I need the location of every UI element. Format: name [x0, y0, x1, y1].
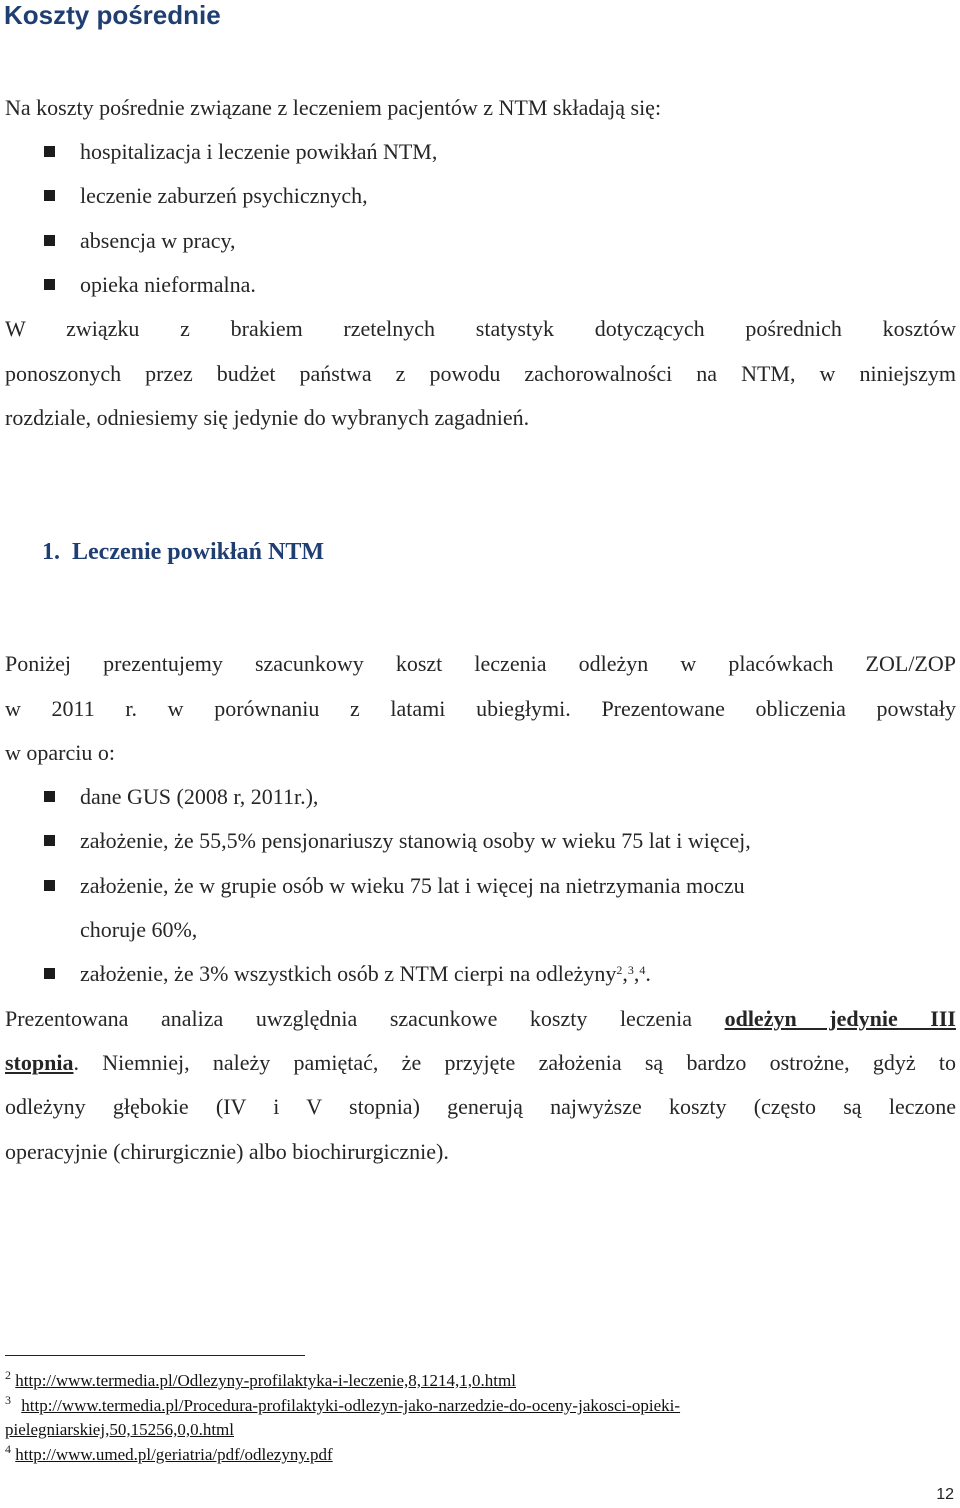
- paragraph-line: w oparciu o:: [5, 740, 115, 765]
- separator: ,: [622, 961, 628, 986]
- footnote-ref[interactable]: 2: [616, 963, 623, 977]
- footnote-number: 4: [5, 1442, 11, 1456]
- list-item-text: założenie, że 3% wszystkich osób z NTM cierpi na odleżyny: [80, 961, 617, 986]
- list-item: założenie, że 55,5% pensjonariuszy stanowią osoby w wieku 75 lat i więcej,: [80, 828, 751, 853]
- page-title: Koszty pośrednie: [4, 0, 221, 30]
- bullet-marker: [44, 835, 55, 846]
- paragraph-line: ponoszonych przez budżet państwa z powodu zachorowalności na NTM, w niniejszym: [5, 361, 956, 386]
- paragraph-text: . Niemniej, należy pamiętać, że przyjęte założenia są bardzo ostrożne, gdyż to: [73, 1050, 956, 1075]
- paragraph-line: [5, 1005, 956, 1033]
- footnote-number: 2: [5, 1368, 11, 1382]
- emphasis-text: stopnia: [5, 1050, 74, 1075]
- list-item: leczenie zaburzeń psychicznych,: [80, 183, 368, 208]
- list-item-continuation: choruje 60%,: [80, 917, 198, 942]
- section-title: Leczenie powikłań NTM: [72, 539, 324, 565]
- paragraph-line: W związku z brakiem rzetelnych statystyk dotyczących pośrednich kosztów: [5, 316, 956, 341]
- emphasis-text: odleżyn jedynie III: [724, 1006, 956, 1031]
- paragraph-line: w 2011 r. w porównaniu z latami ubiegłymi. Prezentowane obliczenia powstały: [5, 696, 956, 721]
- list-item: absencja w pracy,: [80, 228, 236, 253]
- section-heading: [42, 537, 324, 567]
- bullet-marker: [44, 968, 55, 979]
- bullet-marker: [44, 279, 55, 290]
- paragraph-text: Prezentowana analiza uwzględnia szacunkowe koszty leczenia: [5, 1006, 725, 1031]
- intro-text: Na koszty pośrednie związane z leczeniem pacjentów z NTM składają się:: [5, 95, 662, 120]
- paragraph-line: odleżyny głębokie (IV i V stopnia) generują najwyższe koszty (często są leczone: [5, 1094, 956, 1119]
- footnote-continuation: [5, 1419, 234, 1441]
- footnote: [5, 1395, 680, 1417]
- bullet-marker: [44, 880, 55, 891]
- footnote-ref[interactable]: 3: [627, 963, 634, 977]
- footnote-link[interactable]: http://www.umed.pl/geriatria/pdf/odlezyny.pdf: [15, 1445, 333, 1464]
- footnote: [5, 1370, 516, 1392]
- section-number: 1.: [42, 539, 60, 565]
- paragraph-line: rozdziale, odniesiemy się jedynie do wybranych zagadnień.: [5, 405, 530, 430]
- footnote-divider: [5, 1355, 305, 1356]
- bullet-marker: [44, 146, 55, 157]
- list-item: dane GUS (2008 r, 2011r.),: [80, 784, 319, 809]
- bullet-marker: [44, 235, 55, 246]
- paragraph-line: [5, 1049, 956, 1077]
- separator: .: [645, 961, 651, 986]
- page-number: 12: [936, 1486, 954, 1503]
- paragraph-line: Poniżej prezentujemy szacunkowy koszt leczenia odleżyn w placówkach ZOL/ZOP: [5, 651, 956, 676]
- bullet-marker: [44, 791, 55, 802]
- bullet-marker: [44, 190, 55, 201]
- paragraph-line: operacyjnie (chirurgicznie) albo biochirurgicznie).: [5, 1139, 449, 1164]
- footnote-link[interactable]: pielegniarskiej,50,15256,0,0.html: [5, 1420, 234, 1439]
- list-item: [80, 960, 651, 988]
- footnote-ref[interactable]: 4: [639, 963, 646, 977]
- list-item: założenie, że w grupie osób w wieku 75 lat i więcej na nietrzymania moczu: [80, 873, 745, 898]
- list-item: hospitalizacja i leczenie powikłań NTM,: [80, 139, 438, 164]
- footnote-link[interactable]: http://www.termedia.pl/Odlezyny-profilaktyka-i-leczenie,8,1214,1,0.html: [15, 1371, 516, 1390]
- footnote: [5, 1444, 333, 1466]
- footnote-link[interactable]: http://www.termedia.pl/Procedura-profilaktyki-odlezyn-jako-narzedzie-do-oceny-jakosci-opieki-: [21, 1396, 681, 1415]
- footnote-number: 3: [5, 1393, 11, 1407]
- separator: ,: [633, 961, 640, 986]
- list-item: opieka nieformalna.: [80, 272, 256, 297]
